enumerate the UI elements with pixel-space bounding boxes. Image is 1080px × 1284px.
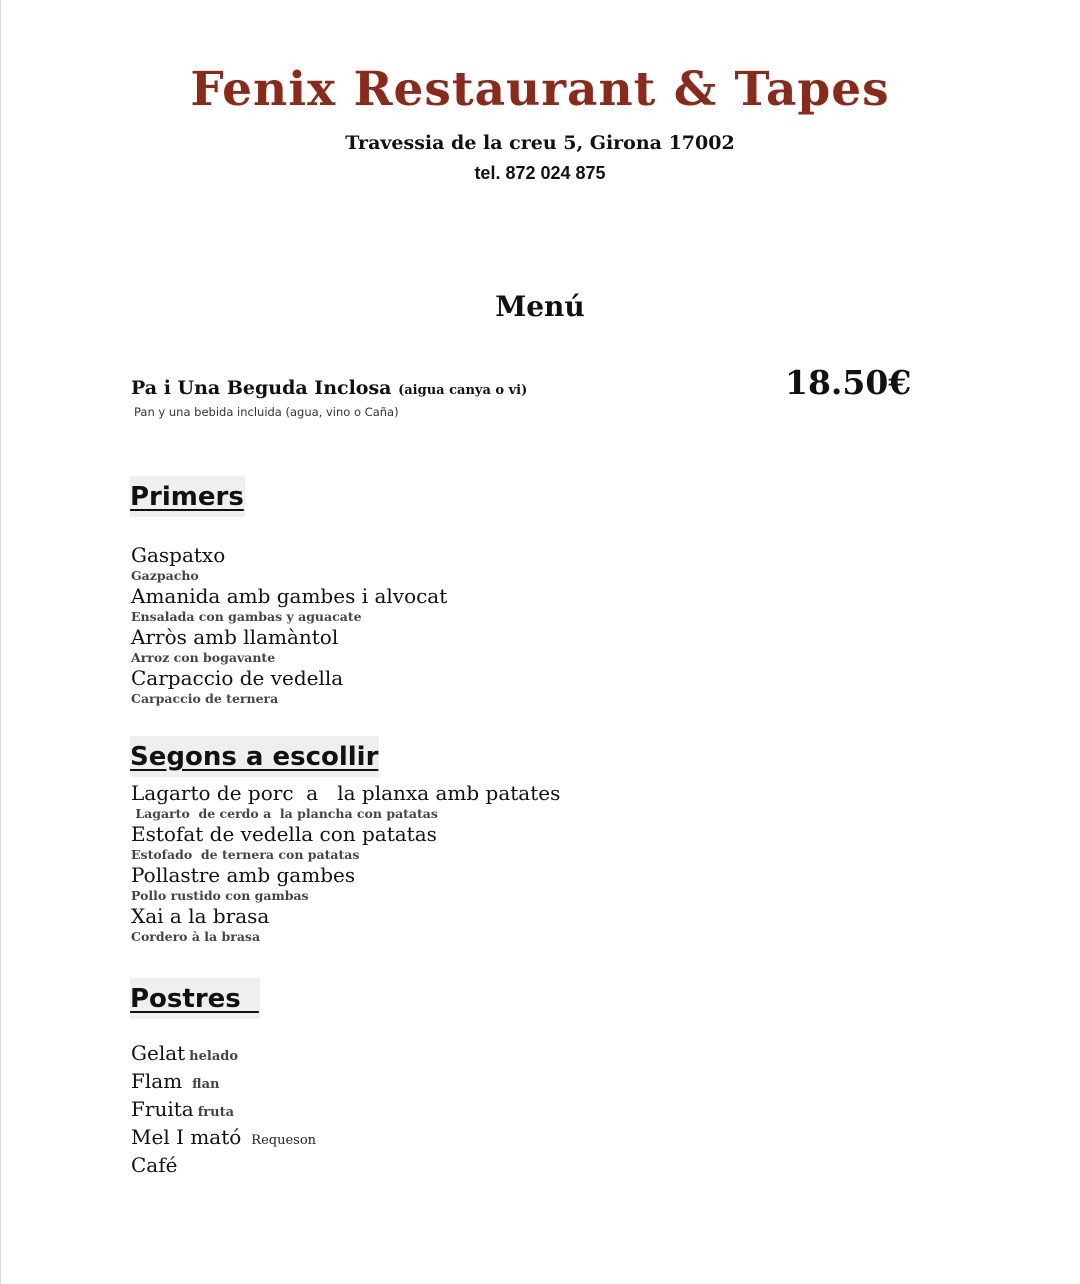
restaurant-phone: tel. 872 024 875 (474, 163, 606, 183)
list-item (131, 864, 560, 905)
list-item (131, 905, 560, 946)
dish-translation: Cordero à la brasa (131, 929, 261, 944)
dessert-translation: Requeson (251, 1133, 317, 1148)
menu-heading: Menú (495, 290, 585, 323)
list-item (131, 544, 447, 585)
primers-list (131, 544, 447, 708)
list-item (131, 1097, 316, 1125)
dish-name: Carpaccio de vedella (131, 666, 344, 690)
segons-list (131, 782, 560, 946)
dessert-name: Café (131, 1153, 178, 1177)
dish-translation: Carpaccio de ternera (131, 691, 279, 706)
list-item (131, 1125, 316, 1153)
list-item (131, 585, 447, 626)
dish-translation: Arroz con bogavante (131, 650, 276, 665)
list-item (131, 626, 447, 667)
section-primers-heading: Primers (130, 476, 245, 517)
dessert-translation: flan (192, 1077, 220, 1092)
dish-translation: Estofado de ternera con patatas (131, 847, 360, 862)
list-item (131, 1153, 316, 1177)
dish-translation: Gazpacho (131, 568, 199, 583)
postres-list (131, 1041, 316, 1177)
section-postres-heading: Postres (130, 978, 260, 1019)
list-item (131, 782, 560, 823)
dessert-name: Gelat (131, 1041, 186, 1065)
dish-name: Arròs amb llamàntol (131, 625, 339, 649)
menu-price: 18.50€ (785, 363, 912, 402)
dish-translation: Pollo rustido con gambas (131, 888, 309, 903)
dessert-name: Mel I mató (131, 1125, 242, 1149)
restaurant-title: Fenix Restaurant & Tapes (190, 62, 890, 117)
dessert-translation: helado (189, 1049, 239, 1064)
included-note: (aigua canya o vi) (398, 383, 528, 398)
dish-translation: Ensalada con gambas y aguacate (131, 609, 362, 624)
dish-name: Xai a la brasa (131, 904, 270, 928)
included-line (131, 377, 527, 399)
list-item (131, 667, 447, 708)
section-segons-heading: Segons a escollir (130, 736, 379, 777)
dish-name: Lagarto de porc a la planxa amb patates (131, 781, 561, 805)
dish-name: Pollastre amb gambes (131, 863, 356, 887)
dish-translation: Lagarto de cerdo a la plancha con patatas (131, 806, 438, 821)
included-text: Pa i Una Beguda Inclosa (131, 377, 392, 399)
list-item (131, 1069, 316, 1097)
dessert-translation: fruta (197, 1105, 235, 1120)
included-es: Pan y una bebida incluida (agua, vino o Caña) (134, 405, 399, 419)
dish-name: Gaspatxo (131, 543, 226, 567)
restaurant-address: Travessia de la creu 5, Girona 17002 (345, 132, 735, 154)
dessert-name: Fruita (131, 1097, 194, 1121)
dish-name: Amanida amb gambes i alvocat (131, 584, 448, 608)
list-item (131, 823, 560, 864)
dessert-name: Flam (131, 1069, 183, 1093)
dish-name: Estofat de vedella con patatas (131, 822, 437, 846)
page-edge (0, 0, 1, 1284)
list-item (131, 1041, 316, 1069)
